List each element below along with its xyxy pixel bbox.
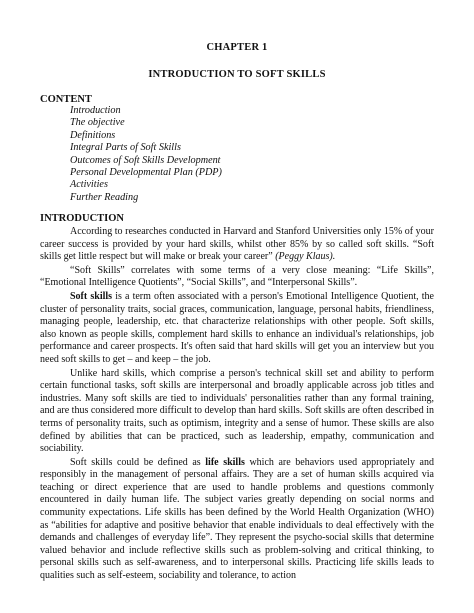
paragraph-3-text: is a term often associated with a person's Emotional Intelligence Quotient, the cluster of personality traits, social graces, communication, language, personal habits, friendliness, managing people, leadership, etc. that characterize relationships with other people. Soft skills, also known as people skills, complement hard skills to enhance an individual's relationships, job performance and career prospects. It's often said that hard skills will get you an interview but you need soft skills to get – and keep – the job. <box>40 290 434 365</box>
content-item: The objective <box>70 117 125 129</box>
soft-skills-term: Soft skills <box>70 290 113 302</box>
content-item: Outcomes of Soft Skills Development <box>70 154 221 166</box>
content-list <box>70 105 222 204</box>
paragraph-2: “Soft Skills” correlates with some terms of a very close meaning: “Life Skills”, “Emotional Intelligence Quotients”, “Social Skills”, and “Interpersonal Skills”. <box>40 264 434 289</box>
content-heading: CONTENT <box>40 94 92 105</box>
introduction-heading: INTRODUCTION <box>40 213 125 224</box>
content-item: Personal Developmental Plan (PDP) <box>70 166 222 178</box>
paragraph-5-lead: Soft skills could be defined as <box>70 456 206 468</box>
paragraph-3 <box>40 291 434 367</box>
paragraph-5-text: which are behaviors used appropriately and responsibly in the management of personal affairs. They are a set of human skills acquired via teaching or direct experience that are used to handle problems and questions commonly encountered in daily human life. The subject varies greatly depending on social norms and community expectations. Life skills has been defined by the World Health Organization (WHO) as “abilities for adaptive and positive behavior that enable individuals to deal effectively with the demands and challenges of everyday life”. They represent the psycho-social skills that determine valued behavior and include reflective skills such as problem-solving and critical thinking, to personal skills such as self-awareness, and to interpersonal skills. Practicing life skills leads to qualities such as self-esteem, sociability and tolerance, to action <box>40 456 434 582</box>
content-item: Definitions <box>70 129 116 141</box>
content-item: Activities <box>70 179 108 191</box>
paragraph-5 <box>40 457 434 583</box>
quote-attribution: (Peggy Klaus). <box>275 251 336 263</box>
content-item: Introduction <box>70 105 121 116</box>
introduction-body <box>40 226 434 583</box>
content-item: Further Reading <box>70 191 139 203</box>
chapter-label: CHAPTER 1 <box>206 42 268 53</box>
paragraph-1 <box>40 226 434 264</box>
chapter-title: INTRODUCTION TO SOFT SKILLS <box>148 69 326 80</box>
life-skills-term: life skills <box>205 456 245 468</box>
paragraph-1-text: According to researches conducted in Harvard and Stanford Universities only 15% of your career success is provided by your hard skills, whilst other 85% by so called soft skills. “Soft skills get little respect but will make or break your career” <box>40 226 434 263</box>
content-item: Integral Parts of Soft Skills <box>70 142 181 154</box>
paragraph-4: Unlike hard skills, which comprise a person's technical skill set and ability to perform certain functional tasks, soft skills are interpersonal and broadly applicable across job titles and industries. Many soft skills are tied to individuals' personalities rather than any formal training, and are thus considered more difficult to develop than hard skills. Soft skills are often described in terms of personality traits, such as optimism, integrity and a sense of humor. These skills are also defined by abilities that can be practiced, such as leadership, empathy, communication and sociability. <box>40 367 434 455</box>
